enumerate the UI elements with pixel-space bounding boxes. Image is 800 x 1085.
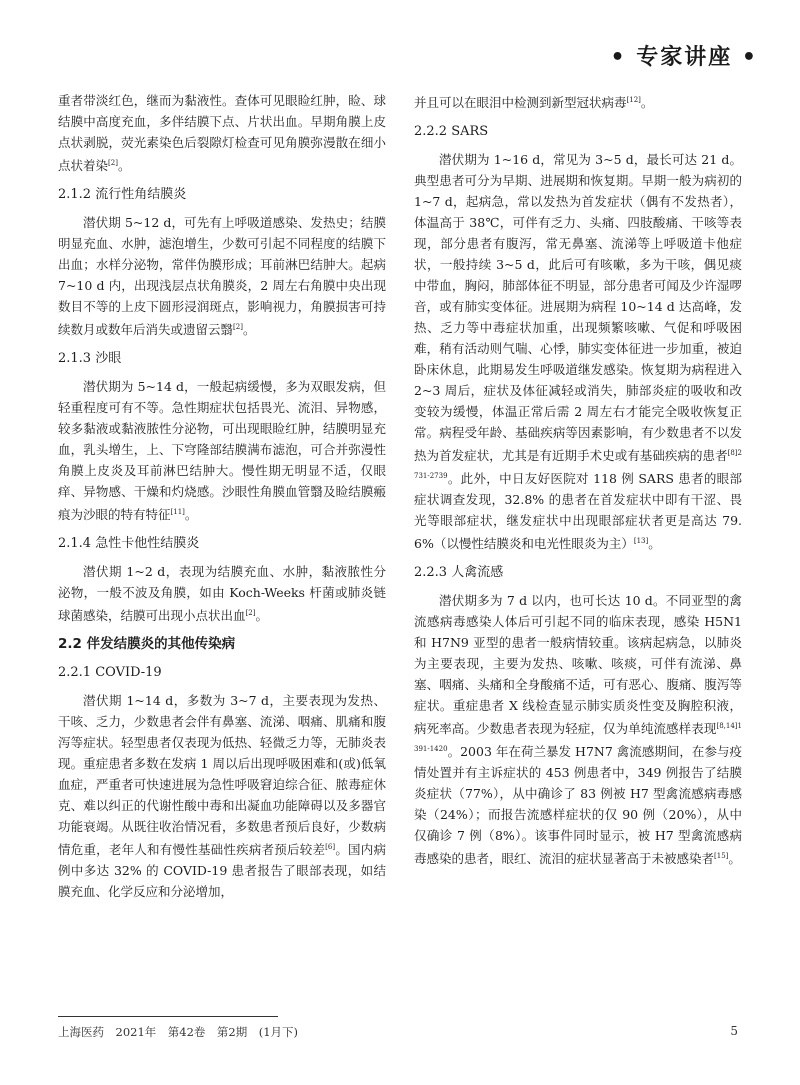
heading-2-1-4: 2.1.4 急性卡他性结膜炎 <box>58 536 200 551</box>
citation: [2] <box>245 609 256 617</box>
heading-2-1-2: 2.1.2 流行性角结膜炎 <box>58 187 187 202</box>
heading-2-2-1: 2.2.1 COVID-19 <box>58 665 162 680</box>
heading-2-1-3: 2.1.3 沙眼 <box>58 351 122 366</box>
page-number: 5 <box>730 1024 738 1038</box>
citation: [8,14]1391-1420 <box>414 722 742 753</box>
paragraph: 潜伏期为 1~16 d，常见为 3~5 d，最长可达 21 d。典型患者可分为早期、进展期和恢复期。早期一般为病初的 1~7 d，起病急，常以发热为首发症状（偶有不发热者），体温高于 38℃，可伴有乏力、头痛、四肢酸痛、干咳等表现，部分患者有腹泻，常无鼻塞、流涕等上呼吸道卡他症状，一般持续 3~5 d，此后可有咳嗽，多为干咳，偶见痰中带血，胸闷，肺部体征不明显，部分患者可闻及少许湿啰音，或有肺实变体征。进展期为病程 10~14 d 达高峰，发热、乏力等中毒症状加重，出现频繁咳嗽、气促和呼吸困难，稍有活动则气喘、心悸，肺实变体征进一步加重，被迫卧床休息，此期易发生呼吸道继发感染。恢复期为病程进入 2~3 周后，症状及体征减轻或消失，肺部炎症的吸收和改变较为缓慢，体温正常后需 2 周左右才能完全吸收恢复正常。病程受年龄、基础疾病等因素影响，有少数患者不以发热为首发症状，尤其是有近期手术史或有基础疾病的患者$^{[8]2731-2739}$。此外，中日友好医院对 118 例 SARS 患者的眼部症状调查发现，32.8% 的患者在首发症状中即有干涩、畏光等眼部症状，继发症状中出现眼部症状者更是高达 79.6%（以慢性结膜炎和电光性眼炎为主）[13]。 <box>414 152 742 551</box>
paragraph: 潜伏期 1~14 d，多数为 3~7 d，主要表现为发热、干咳、乏力，少数患者会伴有鼻塞、流涕、咽痛、肌痛和腹泻等症状。轻型患者仅表现为低热、轻微乏力等，无肺炎表现。重症患者多数在发病 1 周以后出现呼吸困难和(或)低氧血症，严重者可快速进展为急性呼吸窘迫综合征、脓毒症休克、难以纠正的代谢性酸中毒和出凝血功能障碍以及多器官功能衰竭。从既往收治情况看，多数患者预后良好，少数病情危重，老年人和有慢性基础性疾病者预后较差[6]。国内病例中多达 32% 的 COVID-19 患者报告了眼部表现，如结膜充血、化学反应和分泌增加， <box>58 693 386 899</box>
left-column <box>58 90 386 908</box>
heading-2-2: 2.2 伴发结膜炎的其他传染病 <box>58 636 236 652</box>
paragraph: 潜伏期 1~2 d，表现为结膜充血、水肿，黏液脓性分泌物，一般不波及角膜，如由 Koch-Weeks 杆菌或肺炎链球菌感染，结膜可出现小点状出血[2]。 <box>58 564 386 623</box>
citation: [12] <box>626 96 641 104</box>
paragraph: 潜伏期多为 7 d 以内，也可长达 10 d。不同亚型的禽流感病毒感染人体后可引起不同的临床表现，感染 H5N1 和 H7N9 亚型的患者一般病情较重。该病起病急，以肺炎为主要表现，主要为发热、咳嗽、咳痰，可伴有流涕、鼻塞、咽痛、头痛和全身酸痛不适，可有恶心、腹痛、腹泻等症状。重症患者 X 线检查显示肺实质炎性变及胸腔积液，病死率高。少数患者表现为轻症，仅为单纯流感样表现$^{[8,14]1391-1420}$。2003 年在荷兰暴发 H7N7 禽流感期间，在参与疫情处置并有主诉症状的 453 例患者中，349 例报告了结膜炎症状（77%），从中确诊了 83 例被 H7 型禽流感病毒感染（24%）；而报告流感样症状的仅 90 例（20%），从中仅确诊 7 例（8%）。该事件同时显示，被 H7 型禽流感病毒感染的患者，眼红、流泪的症状显著高于未被感染者[15]。 <box>414 593 742 866</box>
citation: [11] <box>170 508 185 516</box>
heading-2-2-3: 2.2.3 人禽流感 <box>414 565 504 580</box>
citation: [15] <box>714 852 729 860</box>
paragraph: 重者带淡红色，继而为黏液性。查体可见眼睑红肿，睑、球结膜中高度充血，多伴结膜下点、片状出血。早期角膜上皮点状剥脱，荧光素染色后裂隙灯检查可见角膜弥漫散在细小点状着染[2]。 <box>58 93 386 173</box>
right-column <box>414 90 742 875</box>
paragraph: 潜伏期为 5~14 d，一般起病缓慢，多为双眼发病，但轻重程度可有不等。急性期症状包括畏光、流泪、异物感，较多黏液或黏液脓性分泌物，可出现眼睑红肿，结膜明显充血，乳头增生，上、下穹隆部结膜满布滤泡，可合并弥漫性角膜上皮炎及耳前淋巴结肿大。慢性期无明显不适，仅眼痒、异物感、干燥和灼烧感。沙眼性角膜血管翳及睑结膜瘢痕为沙眼的特有特征[11]。 <box>58 379 386 522</box>
section-banner: • 专家讲座 • <box>610 45 758 70</box>
paragraph: 并且可以在眼泪中检测到新型冠状病毒[12]。 <box>414 95 654 110</box>
citation: [6] <box>325 843 336 851</box>
paragraph: 潜伏期 5~12 d，可先有上呼吸道感染、发热史；结膜明显充血、水肿，滤泡增生，少数可引起不同程度的结膜下出血；水样分泌物，常伴伪膜形成；耳前淋巴结肿大。起病 7~10 d 内，出现浅层点状角膜炎，2 周左右角膜中央出现数目不等的上皮下圆形浸润斑点，影响视力，角膜损害可持续数月或数年后消失或遗留云翳[2]。 <box>58 215 386 337</box>
journal-footer: 上海医药 2021年 第42卷 第2期 (1月下) <box>58 1025 299 1039</box>
citation: [2] <box>108 159 118 167</box>
citation: [2] <box>233 323 243 331</box>
citation: [8]2731-2739 <box>414 449 742 480</box>
heading-2-2-2: 2.2.2 SARS <box>414 124 489 139</box>
citation: [13] <box>633 537 649 545</box>
footer-rule <box>58 1016 278 1017</box>
